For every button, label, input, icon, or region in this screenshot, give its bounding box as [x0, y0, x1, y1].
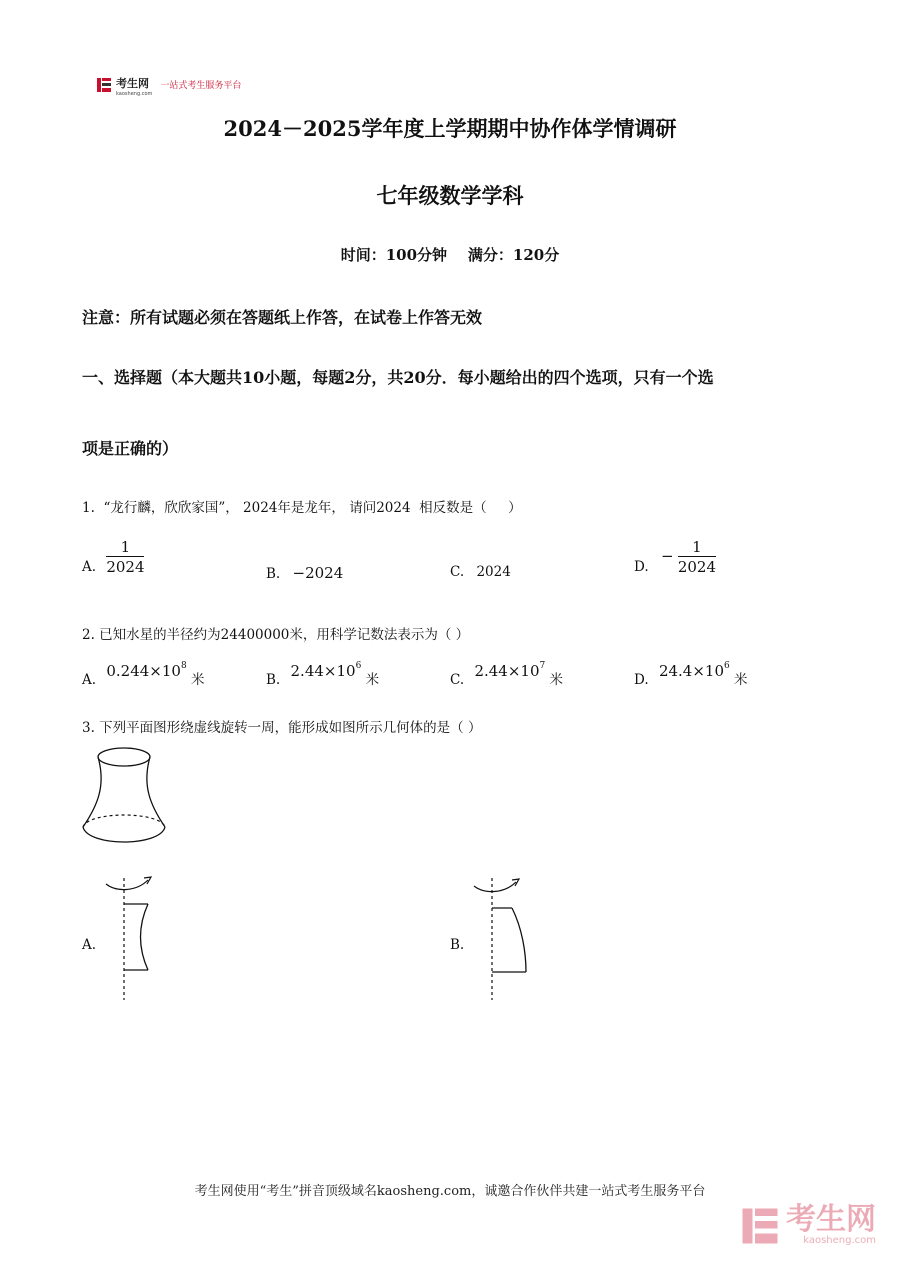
q2-b-unit: 米: [365, 672, 380, 688]
q1-d-numerator: 1: [692, 538, 702, 556]
q2-option-d: [634, 660, 748, 688]
q1-option-c: [450, 564, 511, 580]
q2-d-exponent: 6: [724, 661, 730, 671]
q1-option-d: [634, 538, 716, 577]
header-logo: [96, 72, 241, 97]
q1-option-a-label: A.: [82, 559, 97, 575]
q1-option-d-fraction: [678, 538, 716, 577]
q2-option-d-label: D.: [634, 672, 649, 688]
q2-option-b: [266, 660, 380, 688]
logo-domain: kaosheng.com: [116, 91, 153, 97]
q1-option-b-value: −2024: [292, 564, 344, 582]
q2-c-base: 2.44×10: [474, 662, 540, 680]
q1-option-d-label: D.: [634, 559, 649, 575]
q1-option-a: [82, 538, 145, 577]
logo-name: 考生网: [116, 77, 149, 90]
q2-a-base: 0.244×10: [106, 662, 181, 680]
q1-option-a-fraction: [106, 538, 144, 577]
section-heading-line1: 一、选择题（本大题共10小题，每题2分，共20分．每小题给出的四个选项，只有一个选: [82, 368, 714, 387]
watermark-logo-icon: [740, 1206, 780, 1246]
watermark-wordmark: [786, 1202, 876, 1246]
logo-wordmark: [116, 72, 152, 97]
notice: 注意：所有试题必须在答题纸上作答，在试卷上作答无效: [82, 308, 483, 327]
q1-option-c-value: 2024: [476, 564, 511, 580]
q2-c-unit: 米: [549, 672, 564, 688]
q2-b-exponent: 6: [355, 661, 362, 671]
q1-option-b-label: B.: [266, 566, 281, 582]
q1-d-sign: −: [660, 547, 674, 565]
hyperboloid-solid-figure: [78, 745, 170, 847]
q2-option-b-label: B.: [266, 672, 281, 688]
watermark-domain: kaosheng.com: [803, 1235, 876, 1246]
q1-d-denominator: 2024: [677, 558, 716, 576]
q1-option-c-label: C.: [450, 564, 465, 580]
question-1-stem: 1. “龙行麟，欣欣家国”， 2024年是龙年， 请问2024 相反数是（ ）: [82, 500, 522, 516]
q2-d-unit: 米: [734, 672, 748, 688]
q2-a-exponent: 8: [180, 661, 187, 671]
q1-a-numerator: 1: [120, 538, 131, 556]
q1-a-denominator: 2024: [106, 558, 145, 576]
exam-time-score: 时间：100分钟 满分：120分: [340, 246, 560, 264]
page-footer: 考生网使用“考生”拼音顶级域名kaosheng.com，诚邀合作伙伴共建一站式考生服务平台: [194, 1184, 706, 1199]
q2-option-a-label: A.: [82, 672, 97, 688]
q2-option-c-label: C.: [450, 672, 465, 688]
q2-a-unit: 米: [190, 672, 205, 688]
q2-d-base: 24.4×10: [658, 662, 724, 680]
q3-option-b-label: B.: [450, 937, 465, 953]
q3-option-a-label: A.: [82, 937, 97, 953]
exam-subject: 七年级数学学科: [376, 183, 524, 208]
section-heading-line2: 项是正确的）: [82, 439, 179, 458]
logo-slogan: 一站式考生服务平台: [160, 81, 242, 91]
exam-title: 2024－2025学年度上学期期中协作体学情调研: [223, 116, 677, 141]
watermark-name: 考生网: [786, 1202, 876, 1237]
q3-option-b-figure: [468, 870, 532, 1002]
q1-option-b: [266, 564, 343, 582]
watermark: [740, 1202, 876, 1246]
q2-c-exponent: 7: [539, 661, 546, 671]
q2-b-base: 2.44×10: [290, 662, 356, 680]
q2-option-a: [82, 660, 205, 688]
q2-option-c: [450, 660, 564, 688]
question-2-stem: 2. 已知水星的半径约为24400000米，用科学记数法表示为（ ）: [82, 627, 470, 643]
question-3-stem: 3. 下列平面图形绕虚线旋转一周，能形成如图所示几何体的是（ ）: [82, 720, 482, 736]
q3-option-a-figure: [100, 870, 160, 1002]
kaosheng-logo-icon: [96, 77, 112, 93]
